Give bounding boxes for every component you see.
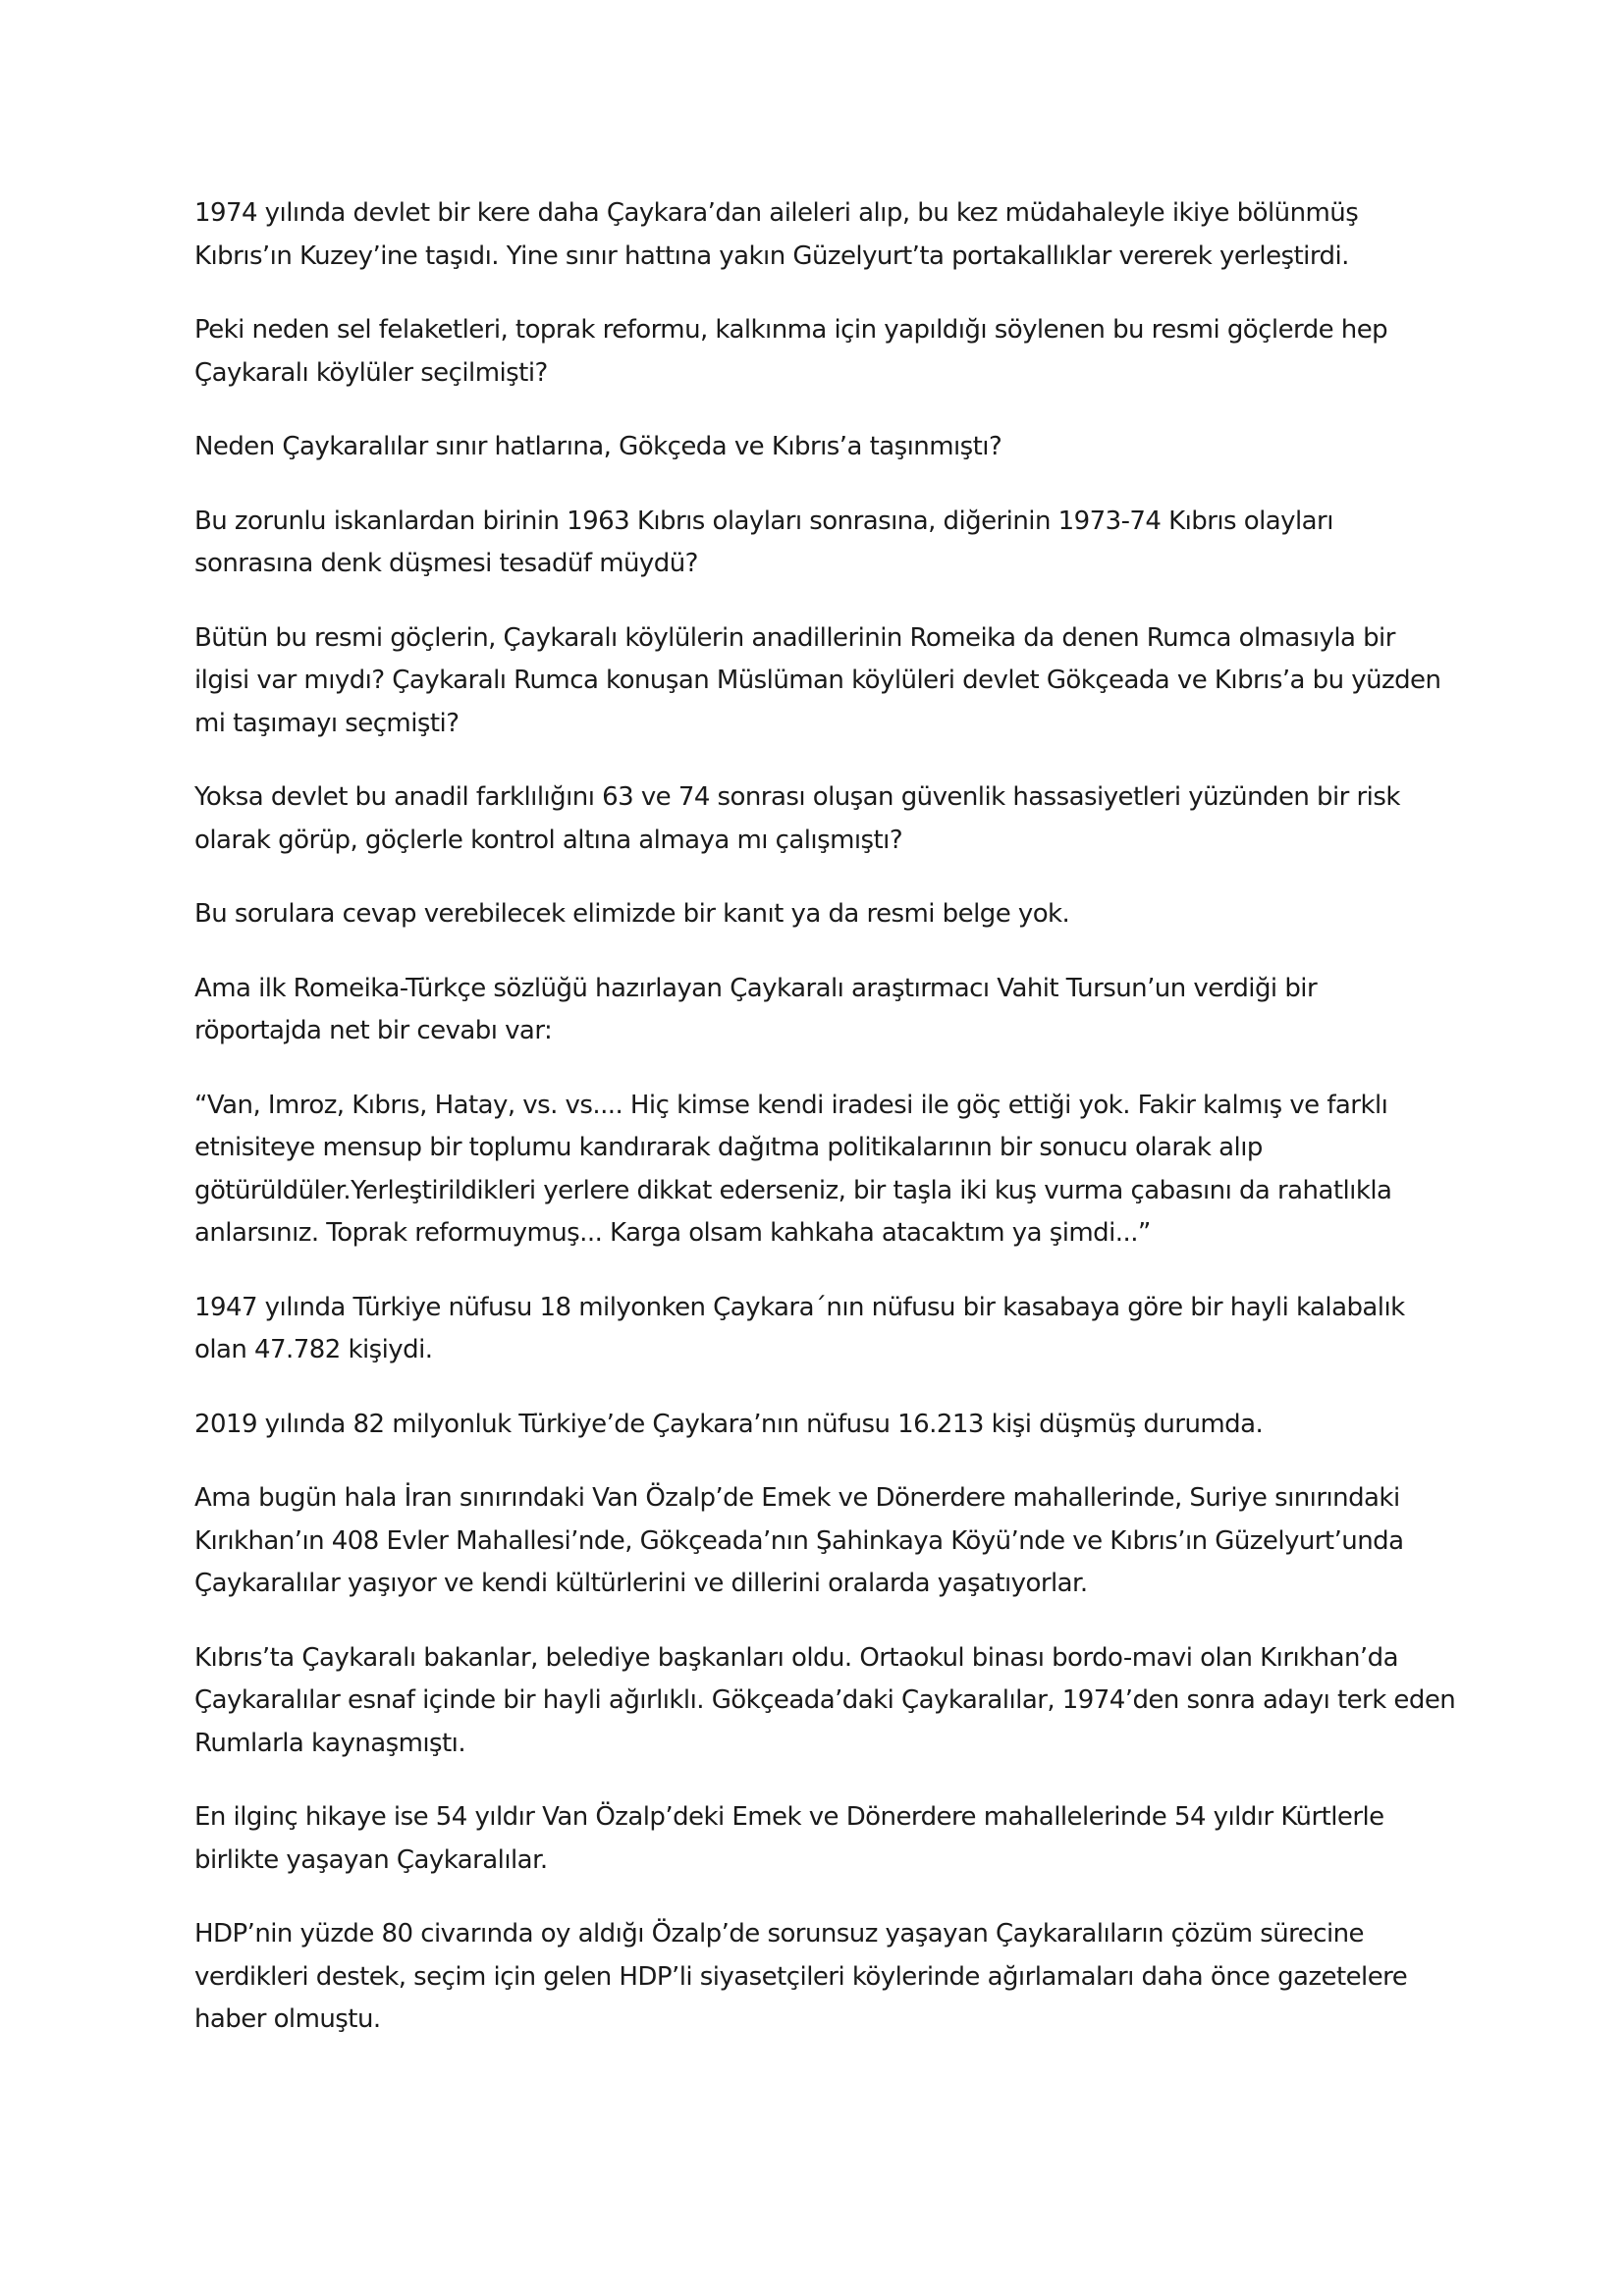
paragraph: Ama bugün hala İran sınırındaki Van Özalp’de Emek ve Dönerdere mahallerinde, Suriye sınırındaki Kırıkhan’ın 408 Evler Mahallesi’nde, Gökçeada’nın Şahinkaya Köyü’nde ve Kıbrıs’ın Güzelyurt’unda Çaykaralılar yaşıyor ve kendi kültürlerini ve dillerini oralarda yaşatıyorlar. <box>194 1483 1404 1598</box>
paragraph: En ilginç hikaye ise 54 yıldır Van Özalp’deki Emek ve Dönerdere mahallelerinde 54 yıldır Kürtlerle birlikte yaşayan Çaykaralılar. <box>194 1802 1384 1875</box>
paragraph: Bu zorunlu iskanlardan birinin 1963 Kıbrıs olayları sonrasına, diğerinin 1973-74 Kıbrıs olayları sonrasına denk düşmesi tesadüf müydü? <box>194 506 1333 578</box>
paragraph: HDP’nin yüzde 80 civarında oy aldığı Özalp’de sorunsuz yaşayan Çaykaralıların çözüm sürecine verdikleri destek, seçim için gelen HDP’li siyasetçileri köylerinde ağırlamaları daha önce gazetelere haber olmuştu. <box>194 1919 1408 2034</box>
paragraph: 1974 yılında devlet bir kere daha Çaykara’dan aileleri alıp, bu kez müdahaleyle ikiye bölünmüş Kıbrıs’ın Kuzey’ine taşıdı. Yine sınır hattına yakın Güzelyurt’ta portakallıklar vererek yerleştirdi. <box>194 198 1359 271</box>
paragraph: Bütün bu resmi göçlerin, Çaykaralı köylülerin anadillerinin Romeika da denen Rumca olmasıyla bir ilgisi var mıydı? Çaykaralı Rumca konuşan Müslüman köylüleri devlet Gökçeada ve Kıbrıs’a bu yüzden mi taşımayı seçmişti? <box>194 622 1441 738</box>
paragraph: 2019 yılında 82 milyonluk Türkiye’de Çaykara’nın nüfusu 16.213 kişi düşmüş durumda. <box>194 1409 1264 1439</box>
paragraph: 1947 yılında Türkiye nüfusu 18 milyonken Çaykara´nın nüfusu bir kasabaya göre bir hayli kalabalık olan 47.782 kişiydi. <box>194 1292 1405 1364</box>
paragraph: Bu sorulara cevap verebilecek elimizde bir kanıt ya da resmi belge yok. <box>194 899 1070 929</box>
quote-paragraph: “Van, Imroz, Kıbrıs, Hatay, vs. vs.... Hiç kimse kendi iradesi ile göç ettiği yok. Fakir kalmış ve farklı etnisiteye mensup bir toplumu kandırarak dağıtma politikalarının bir sonucu olarak alıp götürüldüler.Yerleştirildikleri yerlere dikkat ederseniz, bir taşla iki kuş vurma çabasını da rahatlıkla anlarsınız. Toprak reformuymuş... Karga olsam kahkaha atacaktım ya şimdi...” <box>194 1090 1392 1248</box>
paragraph: Ama ilk Romeika-Türkçe sözlüğü hazırlayan Çaykaralı araştırmacı Vahit Tursun’un verdiği bir röportajda net bir cevabı var: <box>194 973 1318 1045</box>
document-body <box>194 192 1461 2073</box>
paragraph: Neden Çaykaralılar sınır hatlarına, Gökçeda ve Kıbrıs’a taşınmıştı? <box>194 432 1002 461</box>
paragraph: Yoksa devlet bu anadil farklılığını 63 ve 74 sonrası oluşan güvenlik hassasiyetleri yüzünden bir risk olarak görüp, göçlerle kontrol altına almaya mı çalışmıştı? <box>194 782 1400 855</box>
paragraph: Peki neden sel felaketleri, toprak reformu, kalkınma için yapıldığı söylenen bu resmi göçlerde hep Çaykaralı köylüler seçilmişti? <box>194 315 1388 388</box>
paragraph: Kıbrıs’ta Çaykaralı bakanlar, belediye başkanları oldu. Ortaokul binası bordo-mavi olan Kırıkhan’da Çaykaralılar esnaf içinde bir hayli ağırlıklı. Gökçeada’daki Çaykaralılar, 1974’den sonra adayı terk eden Rumlarla kaynaşmıştı. <box>194 1642 1456 1758</box>
